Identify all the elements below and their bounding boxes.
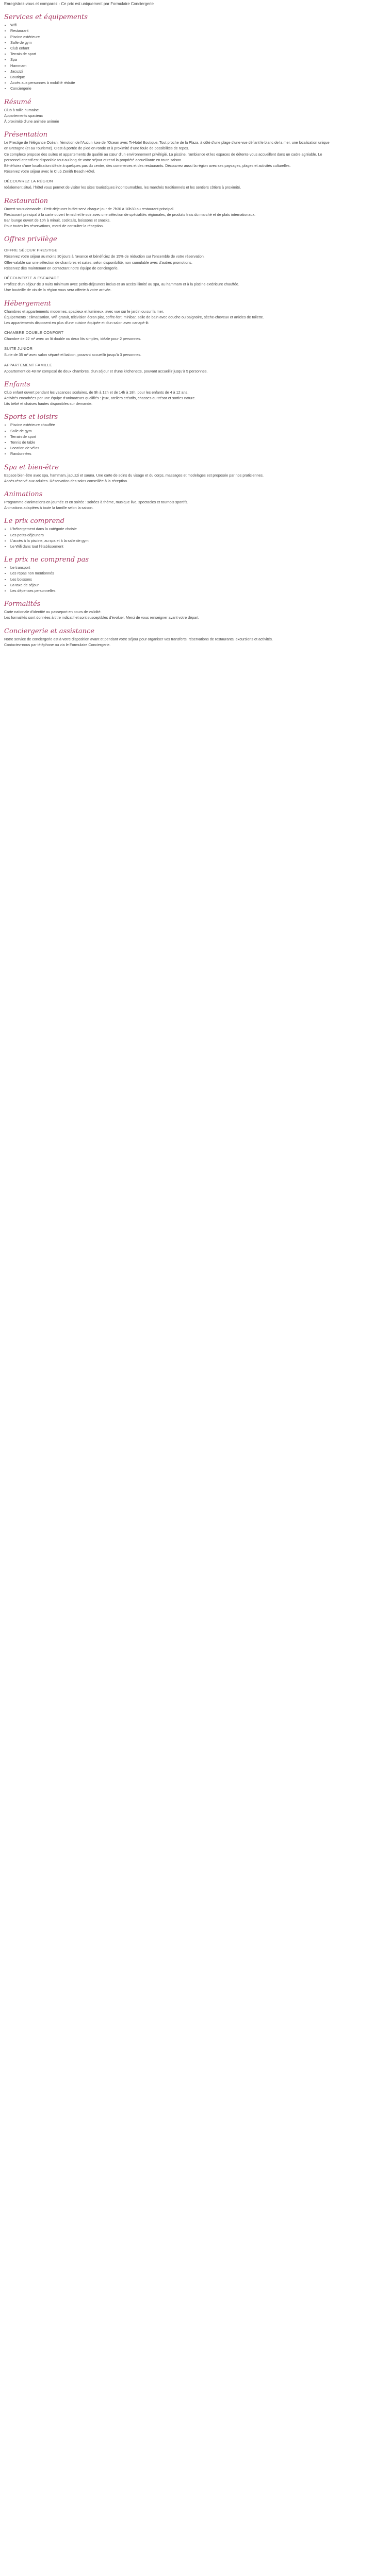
section-conciergerie: [4, 628, 334, 648]
section-list-prix: [4, 526, 334, 549]
section-prixnon: [4, 556, 334, 594]
section-title-offres: Offres privilège: [4, 235, 57, 244]
subsection-title: DÉCOUVREZ LA RÉGION: [4, 179, 53, 184]
list-item: • Location de vélos: [10, 445, 334, 451]
section-paragraph: Espace bien-être avec spa, hammam, jacuzzi et sauna. Une carte de soins du visage et du corps, massages et modelages est proposée par nos praticiennes.: [4, 472, 264, 478]
section-paragraph: Ce complexe propose des suites et appartements de qualité au cœur d'un environnement privilégié. La piscine, l'ambiance et les espaces de détente vous accueillent dans un cadre agréable. Le personnel attentif est disponible tout au long de votre séjour et rend la propriété accueillante en toute saison.: [4, 151, 322, 162]
section-paragraph: Réservez votre séjour avec le Club Zenith Beach Hôtel.: [4, 169, 95, 174]
list-item: • Salle de gym: [10, 40, 334, 45]
section-paragraph: Le Prestige de l'élégance Océan, l'émotion de l'Aucun luxe de l'Ocean avec Ti-Hotel Boutique. Tout proche de la Plaza, à côté d'une plage d'une vue défiant le blanc de la mer, une localisation unique en Bretagne (et au Tourisme). C'est à portée de pied en ronde et à proximité d'une foule de possibilités de repos.: [4, 140, 330, 151]
section-paragraph: Lits bébé et chaises hautes disponibles sur demande.: [4, 401, 93, 406]
list-item: • Le transport: [10, 565, 334, 570]
subsection-paragraph: Réservez dès maintenant en contactant notre équipe de conciergerie.: [4, 265, 119, 270]
list-item: • Terrain de sport: [10, 434, 334, 439]
section-list-sports: [4, 422, 334, 456]
section-paragraph: Club à taille humaine: [4, 107, 39, 112]
subsection-title: SUITE JUNIOR: [4, 346, 33, 351]
section-paragraph: Les formalités sont données à titre indicatif et sont susceptibles d'évoluer. Merci de vous renseigner avant votre départ.: [4, 615, 200, 620]
section-paragraph: Bar lounge ouvert de 10h à minuit, cocktails, boissons et snacks.: [4, 218, 111, 223]
subsection-paragraph: Offre valable sur une sélection de chambres et suites, selon disponibilité, non cumulable avec d'autres promotions.: [4, 260, 192, 265]
list-item: • Hammam: [10, 63, 334, 69]
list-item: • Club enfant: [10, 45, 334, 51]
intro-text: Enregistrez-vous et comparez - Ce prix est uniquement par Formulaire Conciergerie: [4, 2, 154, 6]
section-sports: [4, 413, 334, 456]
section-paragraph: Animations adaptées à toute la famille selon la saison.: [4, 505, 94, 511]
subsection-paragraph: Idéalement situé, l'hôtel vous permet de visiter les sites touristiques incontournables, les marchés traditionnels et les sentiers côtiers à proximité.: [4, 185, 241, 190]
subsection-paragraph: Chambre de 22 m² avec un lit double ou deux lits simples, idéale pour 2 personnes.: [4, 336, 141, 342]
section-title-services: Services et équipements: [4, 13, 88, 22]
section-title-conciergerie: Conciergerie et assistance: [4, 627, 94, 635]
section-title-bienetre: Spa et bien-être: [4, 463, 59, 471]
subsection-title: APPARTEMENT FAMILLE: [4, 362, 53, 367]
section-resume: [4, 98, 334, 125]
section-hebergement: [4, 300, 334, 374]
section-paragraph: Équipements : climatisation, Wifi gratuit, télévision écran plat, coffre-fort, minibar, salle de bain avec douche ou baignoire, sèche-cheveux et articles de toilette.: [4, 314, 264, 319]
section-enfants: [4, 381, 334, 407]
section-paragraph: Bénéficiez d'une localisation idéale à quelques pas du centre, des commerces et des restaurants. Découvrez aussi la région avec ses paysages, plages et activités culturelles.: [4, 163, 291, 168]
list-item: • Les petits-déjeuners: [10, 532, 334, 538]
section-paragraph: Pour toutes les réservations, merci de consulter la réception.: [4, 224, 104, 229]
section-paragraph: Activités encadrées par une équipe d'animateurs qualifiés : jeux, ateliers créatifs, chasses au trésor et sorties nature.: [4, 395, 196, 400]
section-bienetre: [4, 464, 334, 484]
list-item: • Spa: [10, 57, 334, 62]
list-item: • Accès aux personnes à mobilité réduite: [10, 80, 334, 86]
section-title-prixnon: Le prix ne comprend pas: [4, 556, 89, 564]
section-title-sports: Sports et loisirs: [4, 413, 58, 421]
section-title-resume: Résumé: [4, 98, 31, 106]
subsection-title: OFFRE SÉJOUR PRESTIGE: [4, 248, 58, 253]
subsection-title: CHAMBRE DOUBLE CONFORT: [4, 330, 64, 335]
list-item: • Boutique: [10, 74, 334, 80]
section-paragraph: Les appartements disposent en plus d'une cuisine équipée et d'un salon avec canapé-lit.: [4, 320, 150, 325]
section-paragraph: Programme d'animations en journée et en soirée : soirées à thème, musique live, spectacles et tournois sportifs.: [4, 499, 188, 504]
list-item: • Piscine extérieure chauffée: [10, 422, 334, 428]
list-item: • Les repas non mentionnés: [10, 570, 334, 576]
section-title-formalites: Formalités: [4, 600, 41, 608]
section-services: [4, 13, 334, 91]
list-item: • Les boissons: [10, 577, 334, 582]
section-title-presentation: Présentation: [4, 131, 47, 139]
section-list-prixnon: [4, 565, 334, 594]
list-item: • L'accès à la piscine, au spa et à la salle de gym: [10, 538, 334, 544]
section-restauration: [4, 197, 334, 229]
section-paragraph: Carte nationale d'identité ou passeport en cours de validité.: [4, 609, 102, 615]
section-paragraph: Restaurant principal à la carte ouvert le midi et le soir avec une sélection de spécialités régionales, de produits frais du marché et de plats internationaux.: [4, 212, 256, 217]
section-animations: [4, 490, 334, 511]
section-title-hebergement: Hébergement: [4, 299, 51, 308]
subsection-paragraph: Réservez votre séjour au moins 30 jours à l'avance et bénéficiez de 15% de réduction sur l'ensemble de votre réservation.: [4, 254, 205, 259]
section-title-animations: Animations: [4, 490, 43, 498]
list-item: • Tennis de table: [10, 439, 334, 445]
list-item: • La taxe de séjour: [10, 582, 334, 588]
subsection-paragraph: Appartement de 48 m² composé de deux chambres, d'un séjour et d'une kitchenette, pouvant accueillir jusqu'à 5 personnes.: [4, 368, 208, 374]
list-item: • Le Wifi dans tout l'établissement: [10, 544, 334, 549]
subsection-title: DÉCOUVERTE & ESCAPADE: [4, 276, 59, 281]
section-title-enfants: Enfants: [4, 380, 30, 388]
section-paragraph: Club enfant ouvert pendant les vacances scolaires, de 9h à 12h et de 14h à 18h, pour les enfants de 4 à 12 ans.: [4, 389, 189, 395]
section-paragraph: Contactez-nous par téléphone ou via le Formulaire Conciergerie.: [4, 642, 111, 647]
subsection-paragraph: Profitez d'un séjour de 3 nuits minimum avec petits-déjeuners inclus et un accès illimité au spa, au hammam et à la piscine extérieure chauffée.: [4, 282, 239, 287]
list-item: • Piscine extérieure: [10, 34, 334, 40]
section-paragraph: Ouvert sous-demande - Petit-déjeuner buffet servi chaque jour de 7h30 à 10h30 au restaurant principal.: [4, 206, 174, 211]
list-item: • Salle de gym: [10, 428, 334, 434]
section-presentation: [4, 131, 334, 190]
section-paragraph: Chambres et appartements modernes, spacieux et lumineux, avec vue sur le jardin ou sur la mer.: [4, 309, 164, 314]
section-formalites: [4, 600, 334, 620]
section-paragraph: Notre service de conciergerie est à votre disposition avant et pendant votre séjour pour organiser vos transferts, réservations de restaurants, excursions et activités.: [4, 636, 273, 641]
list-item: • Wifi: [10, 22, 334, 28]
sections: [4, 13, 334, 648]
list-item: • Terrain de sport: [10, 51, 334, 57]
section-prix: [4, 517, 334, 549]
list-item: • Conciergerie: [10, 86, 334, 91]
list-item: • L'hébergement dans la catégorie choisie: [10, 526, 334, 532]
section-paragraph: Accès réservé aux adultes. Réservation des soins conseillée à la réception.: [4, 478, 128, 483]
section-paragraph: À proximité d'une animée animée: [4, 119, 59, 124]
subsection-paragraph: Suite de 35 m² avec salon séparé et balcon, pouvant accueillir jusqu'à 3 personnes.: [4, 352, 141, 358]
section-title-prix: Le prix comprend: [4, 517, 64, 526]
list-item: • Randonnées: [10, 451, 334, 456]
section-list-services: [4, 22, 334, 91]
section-title-restauration: Restauration: [4, 197, 48, 205]
content-column: [4, 1, 334, 648]
list-item: • Jacuzzi: [10, 69, 334, 74]
list-item: • Les dépenses personnelles: [10, 588, 334, 594]
section-paragraph: Appartements spacieux: [4, 113, 43, 118]
subsection-paragraph: Une bouteille de vin de la région vous sera offerte à votre arrivée.: [4, 287, 112, 293]
section-offres: [4, 235, 334, 293]
list-item: • Restaurant: [10, 28, 334, 33]
